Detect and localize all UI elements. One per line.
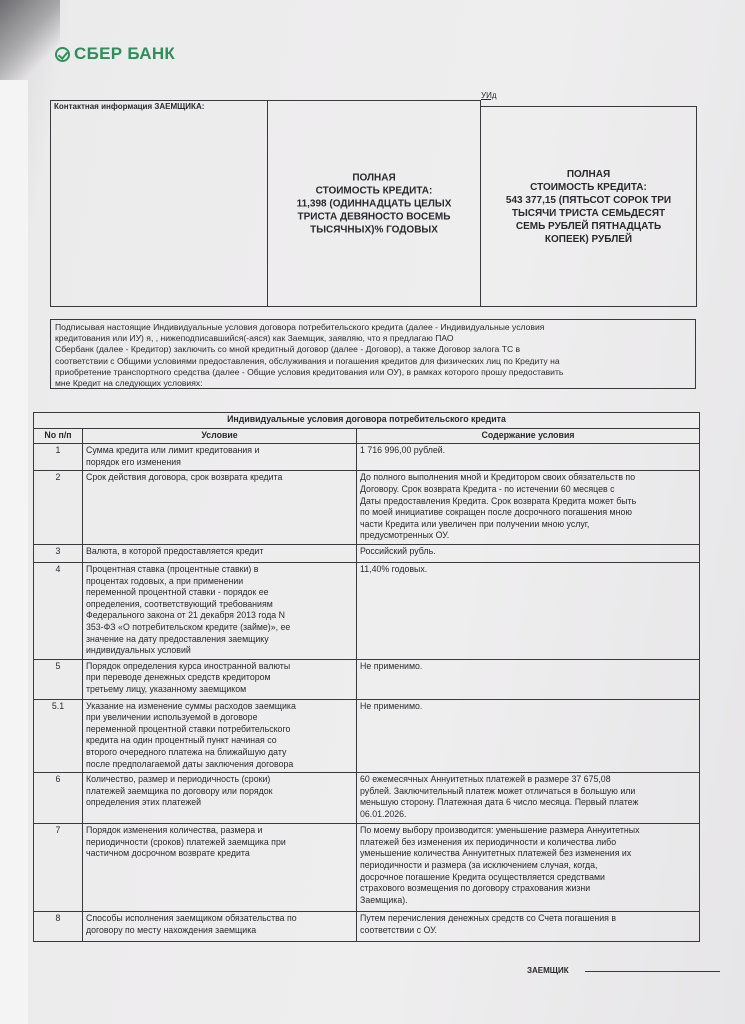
sber-logo (55, 44, 175, 64)
row-content: По моему выбору производится: уменьшение размера Аннуитетных платежей без изменения их периодичности и количества либо уменьшение количества Аннуитетных платежей без изменения их периодичности и размера (за исключением случая, когда, досрочное погашение Кредита осуществляется средствами страхового возмещения по договору страхования жизни Заемщика). (357, 824, 700, 912)
paper-edge (0, 80, 28, 1024)
table-row (34, 699, 700, 773)
table-row (34, 773, 700, 824)
brand-name: СБЕР БАНК (74, 44, 176, 63)
col-header-no: No п/п (34, 428, 83, 444)
full-cost-rub-cell (480, 106, 697, 307)
row-content: 11,40% годовых. (357, 562, 700, 659)
signature-line (585, 971, 720, 972)
row-condition: Срок действия договора, срок возврата кредита (83, 471, 357, 545)
table-row (34, 824, 700, 912)
table-title: Индивидуальные условия договора потребительского кредита (34, 413, 700, 429)
row-condition: Способы исполнения заемщиком обязательства по договору по месту нахождения заемщика (83, 912, 357, 942)
table-row (34, 444, 700, 471)
row-condition: Процентная ставка (процентные ставки) в процентах годовых, а при применении переменной процентной ставки - порядок ее определения, соответствующий требованиям Федерального закона от 21 декабря 2013 года N 353-ФЗ «О потребительском кредите (займе)», ее значение на дату предоставления заемщику индивидуальных условий (83, 562, 357, 659)
row-content: Российский рубль. (357, 544, 700, 562)
row-condition: Количество, размер и периодичность (сроки) платежей заемщика по договору или порядок определения этих платежей (83, 773, 357, 824)
row-condition: Валюта, в которой предоставляется кредит (83, 544, 357, 562)
row-number: 2 (34, 471, 83, 545)
row-number: 8 (34, 912, 83, 942)
row-number: 4 (34, 562, 83, 659)
row-number: 6 (34, 773, 83, 824)
row-content: 60 ежемесячных Аннуитетных платежей в размере 37 675,08 рублей. Заключительный платеж может отличаться в большую или меньшую сторону. Платежная дата 6 число месяца. Первый платеж 06.01.2026. (357, 773, 700, 824)
row-content: Не применимо. (357, 699, 700, 773)
row-number: 1 (34, 444, 83, 471)
contact-info-cell (50, 100, 268, 307)
full-cost-percent-cell (267, 100, 481, 307)
header-box (50, 100, 697, 307)
row-content: Путем перечисления денежных средств со Счета погашения в соответствии с ОУ. (357, 912, 700, 942)
sber-check-icon (55, 47, 70, 62)
full-cost-rub: ПОЛНАЯ СТОИМОСТЬ КРЕДИТА: 543 377,15 (ПЯТЬСОТ СОРОК ТРИ ТЫСЯЧИ ТРИСТА СЕМЬДЕСЯТ СЕМЬ РУБЛЕЙ ПЯТНАДЦАТЬ КОПЕЕК) РУБЛЕЙ (505, 168, 672, 245)
table-row (34, 912, 700, 942)
row-condition: Указание на изменение суммы расходов заемщика при увеличении используемой в договоре переменной процентной ставки потребительского кредита на один процентный пункт начиная со второго очередного платежа на ближайшую дату после предполагаемой даты заключения договора (83, 699, 357, 773)
full-cost-percent: ПОЛНАЯ СТОИМОСТЬ КРЕДИТА: 11,398 (ОДИННАДЦАТЬ ЦЕЛЫХ ТРИСТА ДЕВЯНОСТО ВОСЕМЬ ТЫСЯЧНЫХ)% ГОДОВЫХ (296, 172, 452, 235)
row-number: 7 (34, 824, 83, 912)
row-number: 5.1 (34, 699, 83, 773)
row-condition: Сумма кредита или лимит кредитования и порядок его изменения (83, 444, 357, 471)
row-number: 3 (34, 544, 83, 562)
row-number: 5 (34, 659, 83, 699)
row-condition: Порядок определения курса иностранной валюты при переводе денежных средств кредитором третьему лицу, указанному заемщиком (83, 659, 357, 699)
signature-label: ЗАЕМЩИК (527, 966, 569, 975)
table-row (34, 544, 700, 562)
uid-label: УИд (481, 91, 497, 100)
table-row (34, 562, 700, 659)
row-content: Не применимо. (357, 659, 700, 699)
table-row (34, 471, 700, 545)
row-content: До полного выполнения мной и Кредитором своих обязательств по Договору. Срок возврата Кредита - по истечении 60 месяцев с Даты предоставления Кредита. Срок возврата Кредита может быть по моей инициативе сокращен после досрочного погашения мною части Кредита или увеличен при получении мною услуг, предусмотренных ОУ. (357, 471, 700, 545)
row-content: 1 716 996,00 рублей. (357, 444, 700, 471)
row-condition: Порядок изменения количества, размера и периодичности (сроков) платежей заемщика при частичном досрочном возврате кредита (83, 824, 357, 912)
photo-shadow (0, 0, 60, 80)
table-row (34, 659, 700, 699)
col-header-condition: Условие (83, 428, 357, 444)
col-header-content: Содержание условия (357, 428, 700, 444)
conditions-table (33, 412, 700, 942)
intro-paragraph: Подписывая настоящие Индивидуальные условия договора потребительского кредита (далее - Индивидуальные условия кредитования или ИУ) я, , нижеподписавшийся(-аяся) как Заемщик, заявляю, что я предлагаю ПАО Сбербанк (далее - Кредитор) заключить со мной кредитный договор (далее - Договор), а также Договор залога ТС в соответствии с Общими условиями предоставления, обслуживания и погашения кредитов для физических лиц по Кредиту на приобретение транспортного средства (далее - Общие условия кредитования или ОУ), в рамках которого прошу предоставить мне Кредит на следующих условиях: (50, 319, 696, 389)
contact-info-label: Контактная информация ЗАЕМЩИКА: (54, 102, 205, 111)
